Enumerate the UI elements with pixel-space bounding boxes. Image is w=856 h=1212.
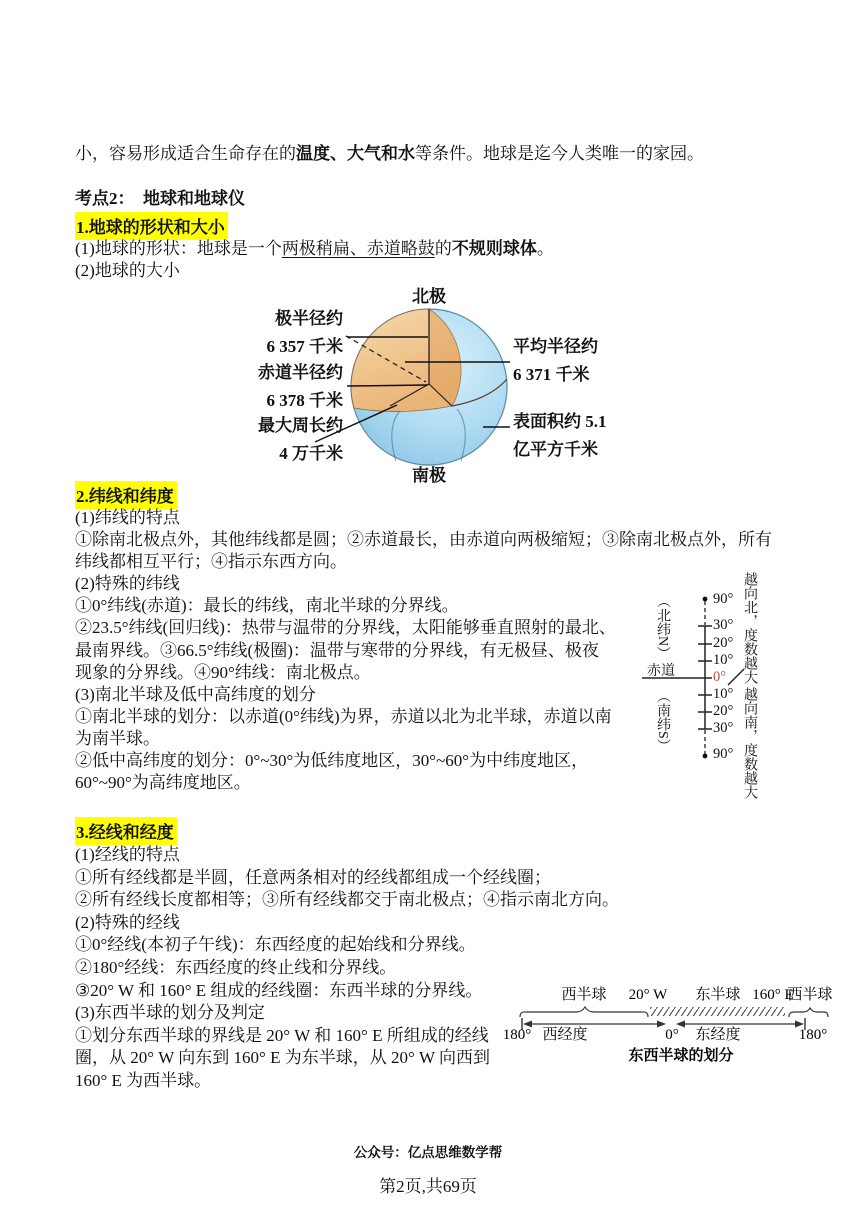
180-label-left: 180° — [502, 1027, 532, 1043]
text-line: 60°~90°为高纬度地区。 — [75, 773, 251, 793]
shape-underlined-text: 两极稍扁、赤道略鼓 — [281, 239, 435, 258]
circumference-label: 最大周长约 — [258, 416, 343, 435]
earth-size-diagram — [230, 280, 650, 485]
south-latitude-label: （南纬S） — [655, 689, 670, 753]
text-line: ②所有经线长度都相等；③所有经线都交于南北极点；④指示南北方向。 — [75, 890, 619, 910]
hemisphere-division-diagram — [500, 982, 852, 1070]
north-pole-dot — [703, 597, 708, 602]
intro-bold-text: 温度、大气和水 — [296, 144, 415, 163]
text-line: ②180°经线：东西经度的终止线和分界线。 — [75, 957, 397, 977]
shape-text: (1)地球的形状：地球是一个 — [75, 239, 282, 258]
footer-page-number: 第2页,共69页 — [379, 1177, 477, 1196]
section1-title-wrap — [75, 212, 228, 240]
west-hemisphere-brace — [520, 1007, 648, 1017]
lat-tick-30s: 30° — [713, 720, 734, 736]
polar-radius-value: 6 357 千米 — [266, 337, 343, 356]
intro-text: 小，容易形成适合生命存在的 — [75, 144, 296, 163]
text-line: ③20° W 和 160° E 组成的经线圈：东西半球的分界线。 — [75, 980, 483, 1000]
text-line: ②23.5°纬线(回归线)：热带与温带的分界线，太阳能够垂直照射的最北、 — [75, 618, 616, 638]
text-line: (3)东西半球的划分及判定 — [75, 1003, 265, 1023]
exam-point-heading: 考点2： 地球和地球仪 — [75, 189, 245, 208]
north-latitude-label: （北纬N） — [655, 594, 670, 661]
north-pole-label: 北极 — [412, 287, 446, 306]
text-line: 160° E 为西半球。 — [75, 1070, 212, 1090]
text-line: ①除南北极点外，其他纬线都是圆；②赤道最长，由赤道向两极缩短；③除南北极点外，所有 — [75, 530, 772, 550]
text-line: 圈，从 20° W 向东到 160° E 为东半球，从 20° W 向西到 — [75, 1048, 491, 1068]
earth-shape-line — [75, 238, 554, 260]
0-label: 0° — [665, 1027, 679, 1043]
surface-area-value: 亿平方千米 — [513, 440, 598, 459]
text-line: 纬线都相互平行；④指示东西方向。 — [75, 552, 347, 572]
lat-tick-0: 0° — [713, 669, 727, 685]
20w-label: 20° W — [628, 987, 668, 1003]
note-northward: 越向北，度数越大 — [742, 572, 757, 684]
section1-title: 1.地球的形状和大小 — [75, 212, 228, 240]
lat-tick-20s: 20° — [713, 703, 734, 719]
intro-text-end: 等条件。地球是迄今人类唯一的家园。 — [415, 144, 704, 163]
footer-account: 公众号：亿点思维数学帮 — [353, 1145, 503, 1160]
shape-bold-text: 不规则球体 — [451, 239, 537, 258]
west-hemisphere-label-right: 西半球 — [787, 987, 833, 1003]
section3-title-wrap — [75, 817, 177, 845]
text-line: 现象的分界线。④90°纬线：南北极点。 — [75, 662, 371, 682]
east-hemisphere-label: 东半球 — [695, 987, 741, 1003]
section2-title: 2.纬线和纬度 — [75, 481, 177, 509]
text-line: ①所有经线都是半圆，任意两条相对的经线都组成一个经线圈； — [75, 867, 551, 887]
lat-tick-10n: 10° — [713, 652, 734, 668]
east-longitude-label: 东经度 — [695, 1027, 741, 1043]
west-longitude-label: 西经度 — [542, 1027, 588, 1043]
section3-title: 3.经线和经度 — [75, 817, 177, 845]
west-hemisphere-brace-right — [789, 1008, 828, 1017]
mean-radius-label: 平均半径约 — [513, 337, 598, 356]
shape-text-end: 。 — [536, 239, 554, 258]
polar-radius-label: 极半径约 — [275, 309, 343, 328]
equatorial-radius-value: 6 378 千米 — [266, 391, 343, 410]
equatorial-radius-label: 赤道半径约 — [258, 363, 343, 382]
surface-area-label: 表面积约 5.1 — [513, 412, 607, 431]
text-line: (2)特殊的经线 — [75, 912, 180, 932]
text-line: ①南北半球的划分：以赤道(0°纬线)为界，赤道以北为北半球，赤道以南 — [75, 706, 612, 726]
earth-size-line: (2)地球的大小 — [75, 261, 180, 280]
text-line: ①0°纬线(赤道)：最长的纬线，南北半球的分界线。 — [75, 596, 459, 616]
south-pole-label: 南极 — [412, 466, 446, 485]
180-label-right: 180° — [798, 1027, 828, 1043]
equator-label: 赤道 — [647, 664, 675, 679]
circumference-value: 4 万千米 — [279, 444, 343, 463]
text-line: ①划分东西半球的界线是 20° W 和 160° E 所组成的经线 — [75, 1025, 489, 1045]
intro-paragraph — [75, 143, 704, 165]
text-line: 最南界线。③66.5°纬线(极圈)：温带与寒带的分界线，有无极昼、极夜 — [75, 640, 599, 660]
text-line: ②低中高纬度的划分：0°~30°为低纬度地区，30°~60°为中纬度地区， — [75, 751, 589, 771]
lat-tick-90s: 90° — [713, 746, 734, 762]
west-hemisphere-label-left: 西半球 — [561, 987, 607, 1003]
text-line: (3)南北半球及低中高纬度的划分 — [75, 684, 316, 704]
east-hemisphere-hatch-band — [650, 1007, 785, 1016]
160e-label: 160° E — [752, 987, 794, 1003]
lat-tick-90n: 90° — [713, 591, 734, 607]
text-line: (1)经线的特点 — [75, 845, 180, 864]
text-line: (1)纬线的特点 — [75, 508, 180, 527]
shape-text-mid: 的 — [434, 239, 452, 258]
text-line: ①0°经线(本初子午线)：东西经度的起始线和分界线。 — [75, 935, 476, 955]
equatorial-radius-pointer — [347, 385, 428, 386]
lat-tick-10s: 10° — [713, 686, 734, 702]
mean-radius-value: 6 371 千米 — [513, 365, 590, 384]
lat-tick-20n: 20° — [713, 635, 734, 651]
text-line: 为南半球。 — [75, 728, 160, 748]
note-southward: 越向南，度数越大 — [742, 687, 757, 799]
south-pole-dot — [703, 754, 708, 759]
latitude-diagram — [640, 568, 805, 803]
text-line: (2)特殊的纬线 — [75, 574, 180, 594]
lat-tick-30n: 30° — [713, 617, 734, 633]
hemisphere-diagram-caption: 东西半球的划分 — [628, 1048, 734, 1064]
section2-title-wrap — [75, 481, 177, 509]
